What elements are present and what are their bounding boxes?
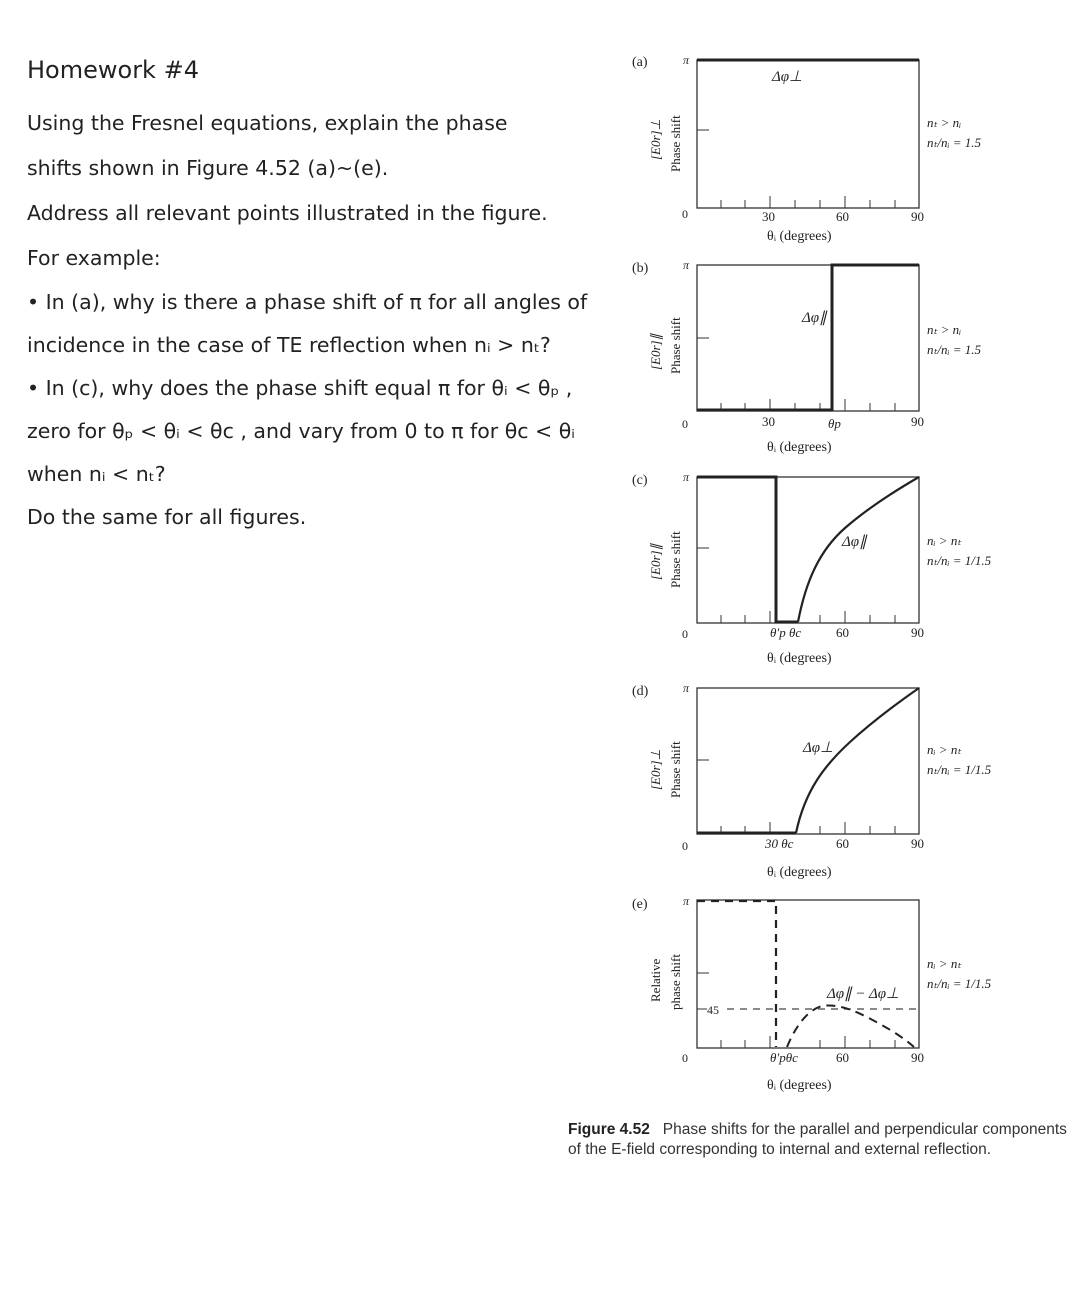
- homework-line-1: Using the Fresnel equations, explain the phase: [27, 111, 508, 135]
- panel-c-cond2: nₜ/nᵢ = 1/1.5: [927, 553, 992, 568]
- homework-title: Homework #4: [27, 56, 199, 84]
- panel-e-xticks-marks: [721, 1036, 895, 1048]
- panel-d-ylabel-top: [E0r]⊥: [648, 749, 663, 790]
- caption-text-1: Phase shifts for the parallel and perpendicular components: [662, 1121, 1067, 1138]
- panel-a-ylabel-top: [E0r]⊥: [648, 119, 663, 160]
- panel-c-letter: (c): [632, 473, 648, 488]
- caption-line-1: [568, 1120, 1073, 1140]
- panel-c-ylabel: Phase shift: [668, 531, 683, 588]
- panel-e-ytick-45: 45: [707, 1003, 719, 1017]
- panel-a-xtick-30: 30: [762, 209, 775, 224]
- panel-b-ytick-zero: 0: [682, 417, 688, 431]
- panel-a-ylabel: Phase shift: [668, 115, 683, 172]
- homework-bullet-2a: • In (c), why does the phase shift equal π for θᵢ < θₚ ,: [27, 376, 573, 400]
- panel-c: [632, 470, 992, 666]
- panel-a-xticks-marks: [721, 196, 895, 208]
- panel-a-xtick-60: 60: [836, 209, 849, 224]
- homework-bullet-1a: • In (a), why is there a phase shift of π for all angles of: [27, 290, 588, 314]
- panel-b-frame: [697, 265, 919, 411]
- panel-b-xtick-90: 90: [911, 414, 924, 429]
- panel-a-curve-label: Δφ⊥: [772, 69, 803, 85]
- panel-b-curve: [697, 265, 919, 410]
- panel-b-xtick-thetap: θp: [828, 416, 841, 431]
- panel-c-ylabel-top: [E0r]∥: [648, 543, 663, 580]
- homework-bullet-1b: incidence in the case of TE reflection when nᵢ > nₜ?: [27, 333, 551, 357]
- panel-c-frame: [697, 477, 919, 623]
- panel-d-xlabel: θᵢ (degrees): [767, 865, 832, 880]
- panel-e-ytick-pi: π: [683, 894, 690, 908]
- panel-e-ylabel-top: Relative: [648, 958, 663, 1002]
- caption-label: Figure 4.52: [568, 1121, 650, 1138]
- panel-c-ytick-zero: 0: [682, 627, 688, 641]
- panel-e-ytick-zero: 0: [682, 1051, 688, 1065]
- panel-b-ytick-pi: π: [683, 258, 690, 272]
- homework-line-4: For example:: [27, 246, 161, 270]
- panel-e-cond1: nᵢ > nₜ: [927, 956, 962, 971]
- panel-e-curve-label: Δφ∥ − Δφ⊥: [827, 986, 900, 1002]
- panel-a-ytick-pi: π: [683, 53, 690, 67]
- panel-a-cond1: nₜ > nᵢ: [927, 115, 962, 130]
- figure-caption: [568, 1120, 1073, 1160]
- panel-e-xtick-60: 60: [836, 1050, 849, 1065]
- panel-a-xlabel: θᵢ (degrees): [767, 229, 832, 244]
- panel-a-frame: [697, 60, 919, 208]
- panel-d-ytick-zero: 0: [682, 839, 688, 853]
- panel-c-ytick-pi: π: [683, 470, 690, 484]
- panel-b-letter: (b): [632, 261, 649, 276]
- panel-d-curve-rise: [796, 688, 919, 833]
- homework-line-last: Do the same for all figures.: [27, 505, 307, 529]
- panel-e-frame: [697, 900, 919, 1048]
- homework-bullet-2c: when nᵢ < nₜ?: [27, 462, 166, 486]
- panel-b-ylabel: Phase shift: [668, 317, 683, 374]
- panel-e-xlabel: θᵢ (degrees): [767, 1078, 832, 1093]
- panel-e-xtick-angles: θ′pθc: [770, 1050, 798, 1065]
- caption-line-2: of the E-field corresponding to internal and external reflection.: [568, 1141, 992, 1158]
- panel-b-xlabel: θᵢ (degrees): [767, 440, 832, 455]
- panel-e-xtick-90: 90: [911, 1050, 924, 1065]
- panel-b-curve-label: Δφ∥: [802, 310, 827, 326]
- panel-c-xtick-angles: θ′p θc: [770, 625, 802, 640]
- homework-bullet-2b: zero for θₚ < θᵢ < θc , and vary from 0 to π for θc < θᵢ: [27, 419, 575, 443]
- homework-line-2: shifts shown in Figure 4.52 (a)~(e).: [27, 156, 389, 180]
- panel-c-curve-step: [697, 477, 798, 622]
- panel-d-xtick-30-thetac: 30 θc: [765, 836, 794, 851]
- panel-d-frame: [697, 688, 919, 834]
- panel-d-xtick-90: 90: [911, 836, 924, 851]
- panel-d-cond1: nᵢ > nₜ: [927, 742, 962, 757]
- panel-a-letter: (a): [632, 55, 648, 70]
- panel-b-xtick-30: 30: [762, 414, 775, 429]
- panel-d-letter: (d): [632, 684, 649, 699]
- panel-d-ytick-pi: π: [683, 681, 690, 695]
- panel-d: [632, 681, 992, 880]
- panel-a-xtick-90: 90: [911, 209, 924, 224]
- panel-b-ylabel-top: [E0r]∥: [648, 333, 663, 370]
- panel-e: [632, 894, 992, 1093]
- panel-d-cond2: nₜ/nᵢ = 1/1.5: [927, 762, 992, 777]
- panel-e-ylabel: phase shift: [668, 954, 683, 1010]
- panel-d-curve-label: Δφ⊥: [803, 740, 834, 756]
- panel-c-cond1: nᵢ > nₜ: [927, 533, 962, 548]
- panel-c-xlabel: θᵢ (degrees): [767, 651, 832, 666]
- panel-a: [632, 53, 982, 244]
- panel-d-ylabel: Phase shift: [668, 741, 683, 798]
- panel-c-xtick-60: 60: [836, 625, 849, 640]
- panel-e-letter: (e): [632, 897, 648, 912]
- panel-e-curve-step: [697, 901, 776, 1047]
- panel-c-curve-label: Δφ∥: [842, 534, 867, 550]
- panel-a-cond2: nₜ/nᵢ = 1.5: [927, 135, 982, 150]
- panel-b-cond1: nₜ > nᵢ: [927, 322, 962, 337]
- panel-b-cond2: nₜ/nᵢ = 1.5: [927, 342, 982, 357]
- panel-a-ytick-zero: 0: [682, 207, 688, 221]
- panel-d-xtick-60: 60: [836, 836, 849, 851]
- panel-c-xticks-marks: [721, 611, 895, 623]
- homework-line-3: Address all relevant points illustrated in the figure.: [27, 201, 548, 225]
- panel-c-xtick-90: 90: [911, 625, 924, 640]
- panel-e-cond2: nₜ/nᵢ = 1/1.5: [927, 976, 992, 991]
- panel-b: [632, 258, 982, 455]
